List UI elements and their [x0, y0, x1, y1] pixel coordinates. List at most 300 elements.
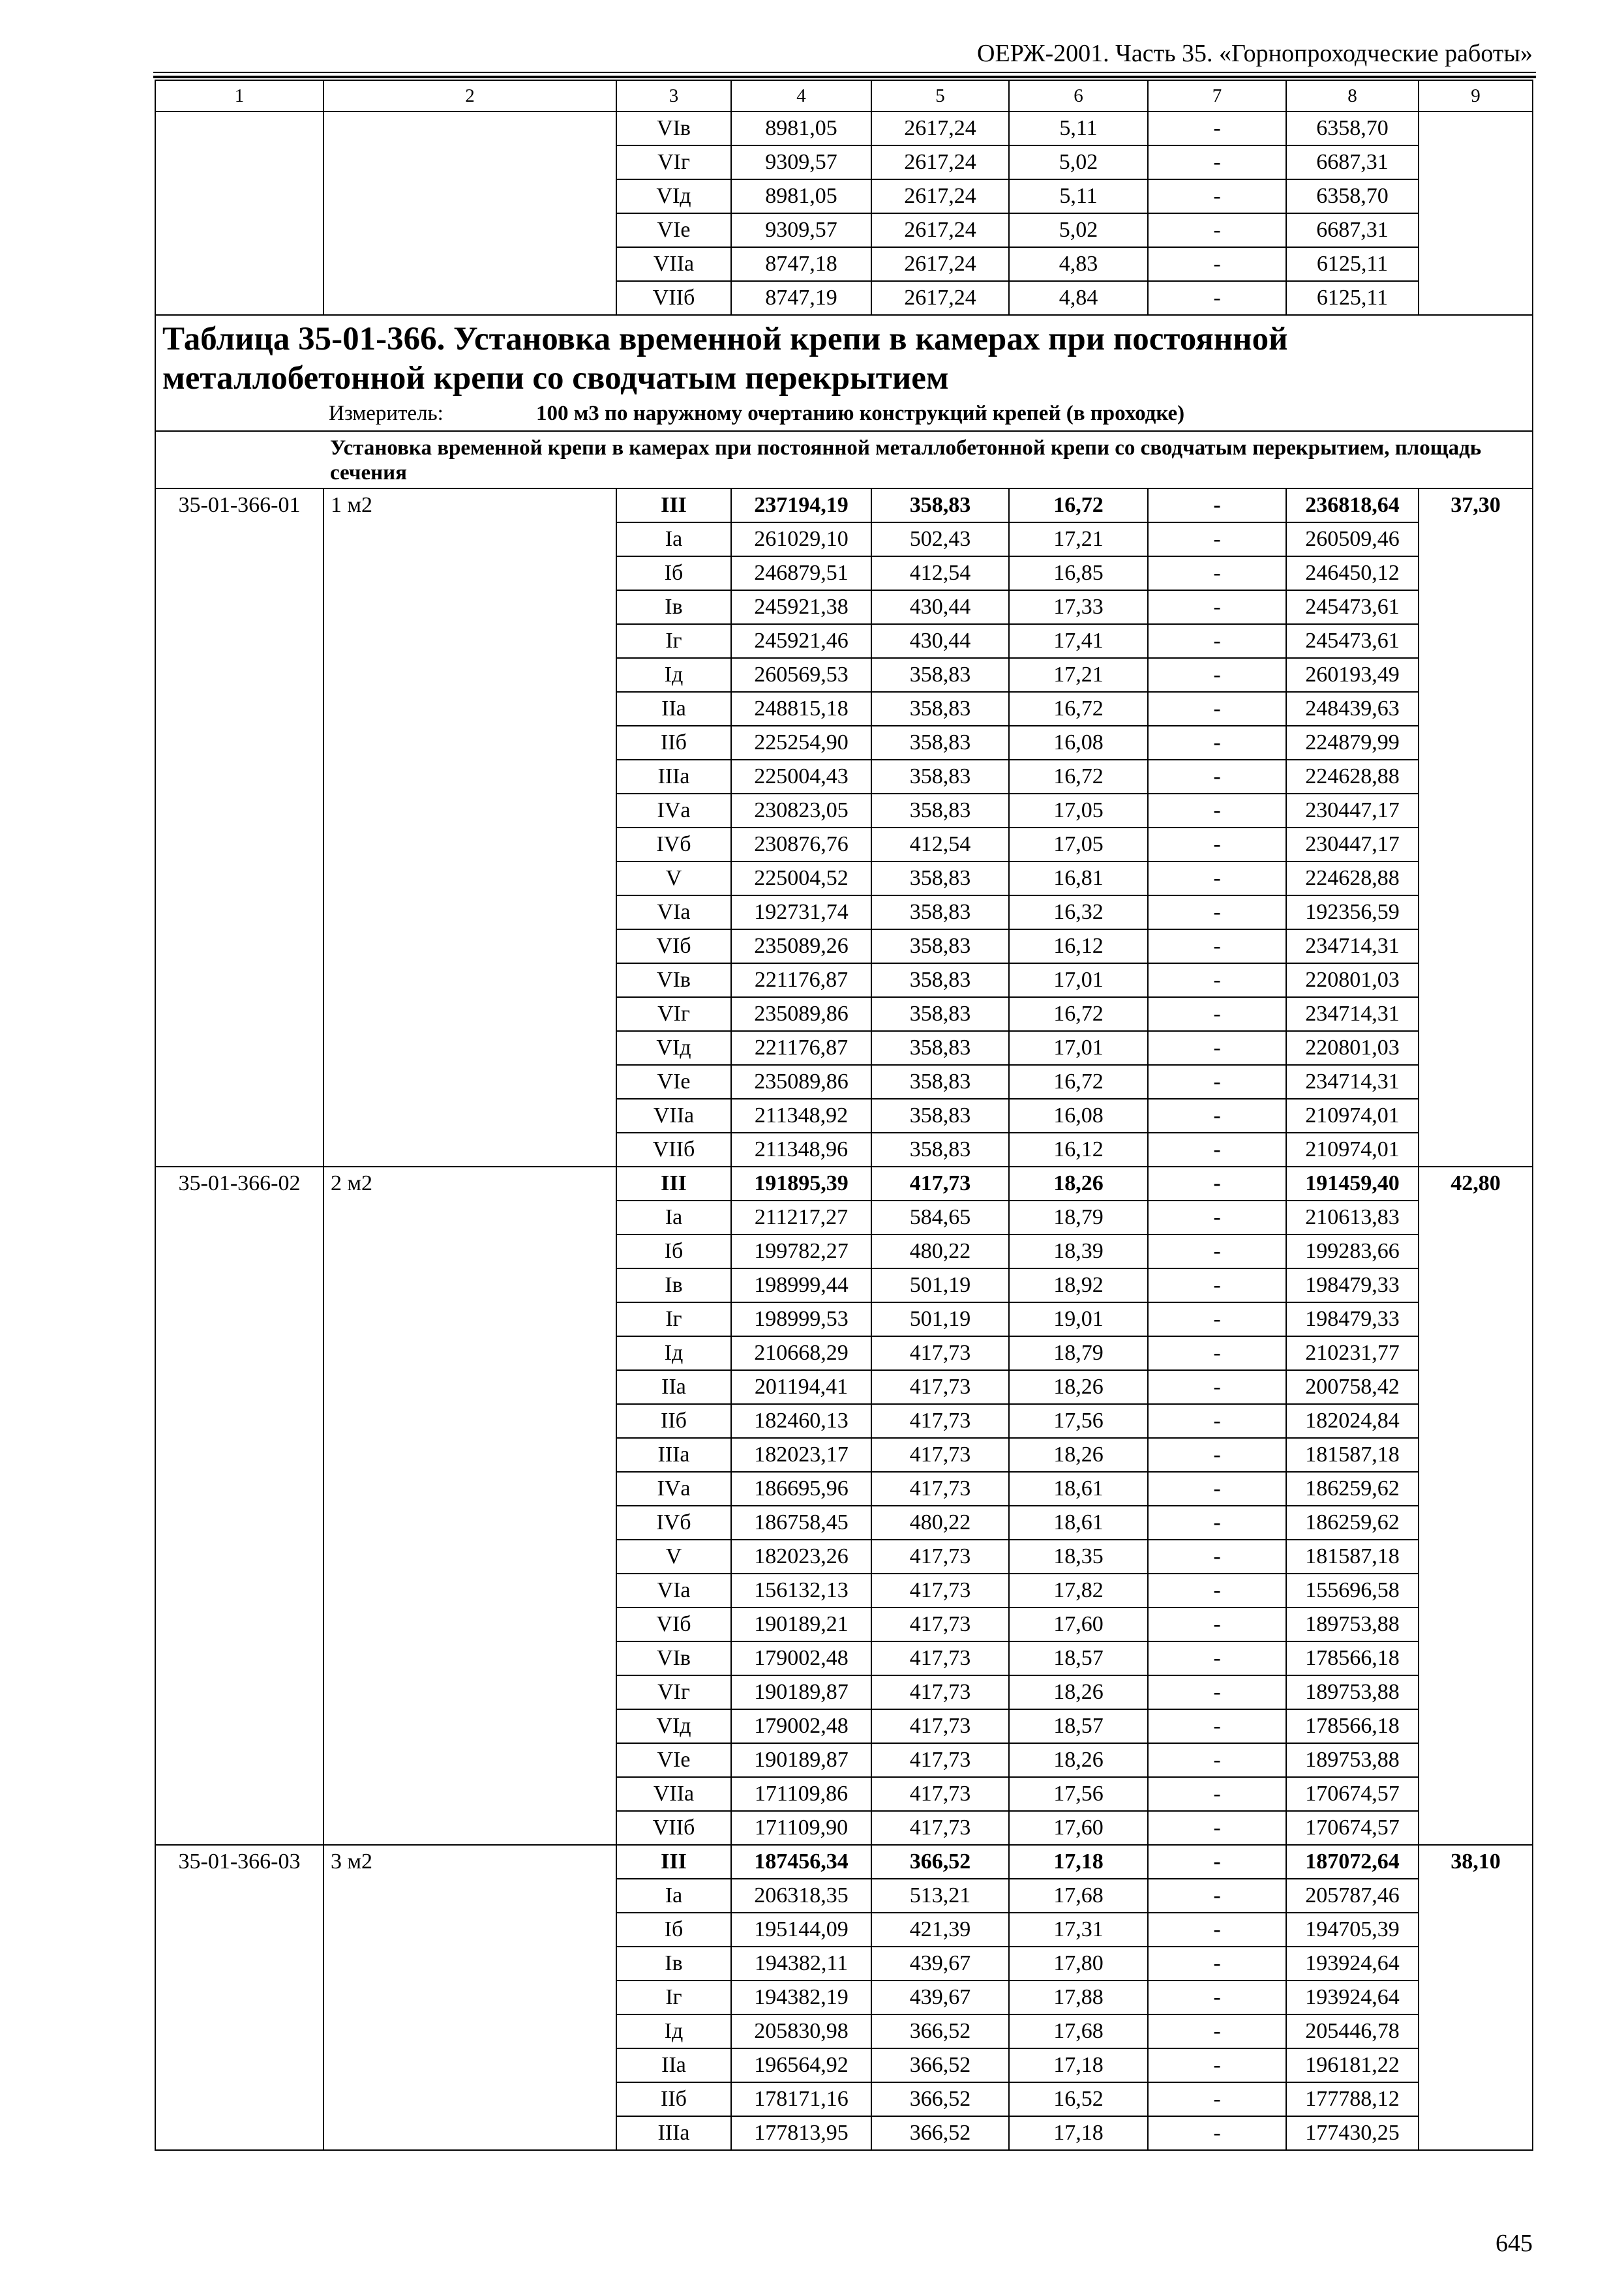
zone-cell: VIе: [616, 1743, 731, 1777]
wages-cell: 421,39: [871, 1913, 1009, 1947]
materials-cell: 181587,18: [1286, 1540, 1419, 1574]
total-cost-cell: 156132,13: [731, 1574, 871, 1608]
materials-cell: 246450,12: [1286, 556, 1419, 590]
machines-cell: 18,61: [1009, 1506, 1148, 1540]
zone-cell: VIв: [616, 1641, 731, 1675]
zone-cell: VIа: [616, 1574, 731, 1608]
zone-cell: IIа: [616, 692, 731, 726]
total-cost-cell: 261029,10: [731, 522, 871, 556]
machines-cell: 18,26: [1009, 1438, 1148, 1472]
materials-cell: 210231,77: [1286, 1336, 1419, 1370]
driver-wages-cell: -: [1148, 247, 1286, 281]
wages-cell: 501,19: [871, 1302, 1009, 1336]
wages-cell: 430,44: [871, 624, 1009, 658]
driver-wages-cell: -: [1148, 1675, 1286, 1709]
driver-wages-cell: -: [1148, 794, 1286, 828]
zone-cell: IIб: [616, 2082, 731, 2116]
driver-wages-cell: -: [1148, 1608, 1286, 1641]
materials-cell: 186259,62: [1286, 1506, 1419, 1540]
machines-cell: 17,82: [1009, 1574, 1148, 1608]
machines-cell: 18,92: [1009, 1268, 1148, 1302]
zone-cell: VIд: [616, 179, 731, 213]
column-number-row: [155, 80, 1533, 112]
header-rule-thick: [153, 76, 1536, 78]
materials-cell: 260509,46: [1286, 522, 1419, 556]
materials-cell: 200758,42: [1286, 1370, 1419, 1404]
wages-cell: 358,83: [871, 1133, 1009, 1167]
zone-cell: VIд: [616, 1709, 731, 1743]
driver-wages-cell: -: [1148, 760, 1286, 794]
materials-cell: 234714,31: [1286, 1065, 1419, 1099]
machines-cell: 5,11: [1009, 179, 1148, 213]
zone-cell: Iд: [616, 658, 731, 692]
total-cost-cell: 221176,87: [731, 1031, 871, 1065]
zone-cell: VIIа: [616, 1777, 731, 1811]
materials-cell: 6358,70: [1286, 112, 1419, 145]
wages-cell: 2617,24: [871, 281, 1009, 315]
total-cost-cell: 248815,18: [731, 692, 871, 726]
materials-cell: 198479,33: [1286, 1302, 1419, 1336]
machines-cell: 17,41: [1009, 624, 1148, 658]
driver-wages-cell: -: [1148, 213, 1286, 247]
total-cost-cell: 9309,57: [731, 213, 871, 247]
zone-cell: VIа: [616, 895, 731, 929]
wages-cell: 2617,24: [871, 179, 1009, 213]
driver-wages-cell: -: [1148, 963, 1286, 997]
driver-wages-cell: -: [1148, 1336, 1286, 1370]
table-row: [155, 1845, 1533, 1879]
total-cost-cell: 179002,48: [731, 1709, 871, 1743]
zone-cell: IIIа: [616, 2116, 731, 2150]
total-cost-cell: 210668,29: [731, 1336, 871, 1370]
machines-cell: 5,11: [1009, 112, 1148, 145]
wages-cell: 358,83: [871, 726, 1009, 760]
driver-wages-cell: -: [1148, 1031, 1286, 1065]
total-cost-cell: 190189,21: [731, 1608, 871, 1641]
materials-cell: 224879,99: [1286, 726, 1419, 760]
wages-cell: 417,73: [871, 1743, 1009, 1777]
price-table: [155, 80, 1533, 2151]
machines-cell: 17,21: [1009, 658, 1148, 692]
wages-cell: 502,43: [871, 522, 1009, 556]
machines-cell: 4,83: [1009, 247, 1148, 281]
column-number: 1: [155, 80, 323, 112]
machines-cell: 18,26: [1009, 1167, 1148, 1201]
table-title: Таблица 35-01-366. Установка временной крепи в камерах при постоянной металлобетонной крепи со сводчатым перекрытием: [162, 321, 1288, 396]
total-cost-cell: 225004,52: [731, 861, 871, 895]
wages-cell: 2617,24: [871, 213, 1009, 247]
total-cost-cell: 177813,95: [731, 2116, 871, 2150]
zone-cell: IIб: [616, 726, 731, 760]
materials-cell: 194705,39: [1286, 1913, 1419, 1947]
wages-cell: 417,73: [871, 1608, 1009, 1641]
total-cost-cell: 196564,92: [731, 2048, 871, 2082]
driver-wages-cell: -: [1148, 1574, 1286, 1608]
wages-cell: 412,54: [871, 556, 1009, 590]
driver-wages-cell: -: [1148, 929, 1286, 963]
wages-cell: 417,73: [871, 1540, 1009, 1574]
materials-cell: 230447,17: [1286, 828, 1419, 861]
total-cost-cell: 230876,76: [731, 828, 871, 861]
measure-value: 100 м3 по наружному очертанию конструкций крепей (в проходке): [536, 402, 1185, 425]
zone-cell: IVб: [616, 1506, 731, 1540]
wages-cell: 417,73: [871, 1641, 1009, 1675]
zone-cell: Iв: [616, 590, 731, 624]
zone-cell: III: [616, 1845, 731, 1879]
wages-cell: 358,83: [871, 1031, 1009, 1065]
zone-cell: Iв: [616, 1268, 731, 1302]
total-cost-cell: 198999,44: [731, 1268, 871, 1302]
driver-wages-cell: -: [1148, 726, 1286, 760]
running-header: ОЕРЖ-2001. Часть 35. «Горнопроходческие работы»: [977, 40, 1533, 67]
wages-cell: 417,73: [871, 1167, 1009, 1201]
driver-wages-cell: -: [1148, 1947, 1286, 1981]
machines-cell: 18,26: [1009, 1743, 1148, 1777]
driver-wages-cell: -: [1148, 828, 1286, 861]
total-cost-cell: 235089,86: [731, 1065, 871, 1099]
total-cost-cell: 260569,53: [731, 658, 871, 692]
machines-cell: 17,21: [1009, 522, 1148, 556]
column-number: 9: [1419, 80, 1533, 112]
materials-cell: 181587,18: [1286, 1438, 1419, 1472]
materials-cell: 220801,03: [1286, 1031, 1419, 1065]
materials-cell: 260193,49: [1286, 658, 1419, 692]
machines-cell: 16,12: [1009, 1133, 1148, 1167]
total-cost-cell: 182023,26: [731, 1540, 871, 1574]
materials-cell: 189753,88: [1286, 1608, 1419, 1641]
materials-cell: 245473,61: [1286, 624, 1419, 658]
total-cost-cell: 187456,34: [731, 1845, 871, 1879]
machines-cell: 17,05: [1009, 828, 1148, 861]
driver-wages-cell: -: [1148, 1234, 1286, 1268]
zone-cell: III: [616, 1167, 731, 1201]
table-title-cell: [155, 315, 1533, 431]
wages-cell: 584,65: [871, 1201, 1009, 1234]
wages-cell: 417,73: [871, 1472, 1009, 1506]
driver-wages-cell: -: [1148, 2014, 1286, 2048]
driver-wages-cell: -: [1148, 624, 1286, 658]
wages-cell: 358,83: [871, 929, 1009, 963]
wages-cell: 366,52: [871, 2014, 1009, 2048]
materials-cell: 192356,59: [1286, 895, 1419, 929]
machines-cell: 17,88: [1009, 1981, 1148, 2014]
materials-cell: 193924,64: [1286, 1947, 1419, 1981]
materials-cell: 182024,84: [1286, 1404, 1419, 1438]
total-cost-cell: 9309,57: [731, 145, 871, 179]
driver-wages-cell: -: [1148, 1438, 1286, 1472]
materials-cell: 189753,88: [1286, 1675, 1419, 1709]
zone-cell: VIд: [616, 1031, 731, 1065]
materials-cell: 193924,64: [1286, 1981, 1419, 2014]
total-cost-cell: 206318,35: [731, 1879, 871, 1913]
zone-cell: VIг: [616, 997, 731, 1031]
materials-cell: 245473,61: [1286, 590, 1419, 624]
materials-cell: 6687,31: [1286, 213, 1419, 247]
driver-wages-cell: -: [1148, 1709, 1286, 1743]
materials-cell: 198479,33: [1286, 1268, 1419, 1302]
driver-wages-cell: -: [1148, 488, 1286, 522]
driver-wages-cell: -: [1148, 895, 1286, 929]
machines-cell: 17,56: [1009, 1404, 1148, 1438]
zone-cell: VIIб: [616, 281, 731, 315]
driver-wages-cell: -: [1148, 1811, 1286, 1845]
materials-cell: 155696,58: [1286, 1574, 1419, 1608]
zone-cell: IIIа: [616, 760, 731, 794]
total-cost-cell: 186695,96: [731, 1472, 871, 1506]
driver-wages-cell: -: [1148, 179, 1286, 213]
total-cost-cell: 211217,27: [731, 1201, 871, 1234]
rate-unit: 1 м2: [323, 488, 616, 1167]
driver-wages-cell: -: [1148, 112, 1286, 145]
materials-cell: 187072,64: [1286, 1845, 1419, 1879]
driver-wages-cell: -: [1148, 1133, 1286, 1167]
rate-code: 35-01-366-02: [155, 1167, 323, 1845]
machines-cell: 17,56: [1009, 1777, 1148, 1811]
rate-price: 42,80: [1419, 1167, 1533, 1845]
machines-cell: 18,57: [1009, 1709, 1148, 1743]
zone-cell: Iв: [616, 1947, 731, 1981]
machines-cell: 16,72: [1009, 997, 1148, 1031]
materials-cell: 178566,18: [1286, 1641, 1419, 1675]
zone-cell: Iг: [616, 1302, 731, 1336]
zone-cell: VIе: [616, 213, 731, 247]
machines-cell: 18,35: [1009, 1540, 1148, 1574]
zone-cell: Iб: [616, 1234, 731, 1268]
rate-price: 38,10: [1419, 1845, 1533, 2150]
machines-cell: 16,32: [1009, 895, 1148, 929]
measure-label: Измеритель:: [329, 402, 444, 425]
zone-cell: VIг: [616, 1675, 731, 1709]
wages-cell: 513,21: [871, 1879, 1009, 1913]
zone-cell: Iг: [616, 624, 731, 658]
total-cost-cell: 195144,09: [731, 1913, 871, 1947]
wages-cell: 366,52: [871, 2116, 1009, 2150]
wages-cell: 417,73: [871, 1574, 1009, 1608]
column-number: 2: [323, 80, 616, 112]
total-cost-cell: 182023,17: [731, 1438, 871, 1472]
machines-cell: 17,68: [1009, 1879, 1148, 1913]
total-cost-cell: 8981,05: [731, 112, 871, 145]
price-cell: [1419, 112, 1533, 315]
code-cell: [155, 112, 323, 315]
wages-cell: 430,44: [871, 590, 1009, 624]
total-cost-cell: 198999,53: [731, 1302, 871, 1336]
column-number: 3: [616, 80, 731, 112]
wages-cell: 417,73: [871, 1777, 1009, 1811]
machines-cell: 16,72: [1009, 488, 1148, 522]
wages-cell: 358,83: [871, 1065, 1009, 1099]
total-cost-cell: 8747,19: [731, 281, 871, 315]
machines-cell: 16,72: [1009, 692, 1148, 726]
driver-wages-cell: -: [1148, 1404, 1286, 1438]
materials-cell: 6125,11: [1286, 281, 1419, 315]
driver-wages-cell: -: [1148, 2048, 1286, 2082]
driver-wages-cell: -: [1148, 590, 1286, 624]
subtitle-row: [155, 431, 1533, 488]
driver-wages-cell: -: [1148, 1879, 1286, 1913]
machines-cell: 18,61: [1009, 1472, 1148, 1506]
driver-wages-cell: -: [1148, 556, 1286, 590]
total-cost-cell: 245921,38: [731, 590, 871, 624]
total-cost-cell: 182460,13: [731, 1404, 871, 1438]
materials-cell: 189753,88: [1286, 1743, 1419, 1777]
total-cost-cell: 186758,45: [731, 1506, 871, 1540]
total-cost-cell: 192731,74: [731, 895, 871, 929]
column-number: 6: [1009, 80, 1148, 112]
table-title-row: [155, 315, 1533, 431]
machines-cell: 4,84: [1009, 281, 1148, 315]
zone-cell: Iа: [616, 1879, 731, 1913]
zone-cell: IIа: [616, 2048, 731, 2082]
total-cost-cell: 225254,90: [731, 726, 871, 760]
materials-cell: 224628,88: [1286, 760, 1419, 794]
driver-wages-cell: -: [1148, 1777, 1286, 1811]
driver-wages-cell: -: [1148, 1268, 1286, 1302]
zone-cell: Iб: [616, 1913, 731, 1947]
zone-cell: VIIа: [616, 247, 731, 281]
rate-code: 35-01-366-01: [155, 488, 323, 1167]
page-number: 645: [1496, 2230, 1533, 2257]
wages-cell: 2617,24: [871, 112, 1009, 145]
machines-cell: 5,02: [1009, 213, 1148, 247]
total-cost-cell: 245921,46: [731, 624, 871, 658]
wages-cell: 417,73: [871, 1675, 1009, 1709]
materials-cell: 6687,31: [1286, 145, 1419, 179]
machines-cell: 16,72: [1009, 760, 1148, 794]
wages-cell: 439,67: [871, 1981, 1009, 2014]
total-cost-cell: 171109,86: [731, 1777, 871, 1811]
zone-cell: VIв: [616, 112, 731, 145]
materials-cell: 234714,31: [1286, 929, 1419, 963]
machines-cell: 18,26: [1009, 1675, 1148, 1709]
driver-wages-cell: -: [1148, 1302, 1286, 1336]
zone-cell: IIIа: [616, 1438, 731, 1472]
driver-wages-cell: -: [1148, 1913, 1286, 1947]
wages-cell: 2617,24: [871, 145, 1009, 179]
materials-cell: 178566,18: [1286, 1709, 1419, 1743]
wages-cell: 358,83: [871, 692, 1009, 726]
machines-cell: 17,68: [1009, 2014, 1148, 2048]
materials-cell: 205787,46: [1286, 1879, 1419, 1913]
machines-cell: 5,02: [1009, 145, 1148, 179]
zone-cell: Iа: [616, 522, 731, 556]
unit-cell: [323, 112, 616, 315]
total-cost-cell: 179002,48: [731, 1641, 871, 1675]
wages-cell: 358,83: [871, 963, 1009, 997]
zone-cell: Iа: [616, 1201, 731, 1234]
driver-wages-cell: -: [1148, 692, 1286, 726]
wages-cell: 501,19: [871, 1268, 1009, 1302]
driver-wages-cell: -: [1148, 1201, 1286, 1234]
total-cost-cell: 171109,90: [731, 1811, 871, 1845]
wages-cell: 366,52: [871, 1845, 1009, 1879]
zone-cell: VIIб: [616, 1133, 731, 1167]
total-cost-cell: 246879,51: [731, 556, 871, 590]
wages-cell: 480,22: [871, 1506, 1009, 1540]
materials-cell: 205446,78: [1286, 2014, 1419, 2048]
wages-cell: 480,22: [871, 1234, 1009, 1268]
wages-cell: 358,83: [871, 1099, 1009, 1133]
driver-wages-cell: -: [1148, 1845, 1286, 1879]
machines-cell: 16,08: [1009, 726, 1148, 760]
total-cost-cell: 225004,43: [731, 760, 871, 794]
wages-cell: 2617,24: [871, 247, 1009, 281]
driver-wages-cell: -: [1148, 1099, 1286, 1133]
column-number: 7: [1148, 80, 1286, 112]
wages-cell: 358,83: [871, 794, 1009, 828]
machines-cell: 16,12: [1009, 929, 1148, 963]
wages-cell: 417,73: [871, 1404, 1009, 1438]
machines-cell: 17,80: [1009, 1947, 1148, 1981]
machines-cell: 17,18: [1009, 2116, 1148, 2150]
wages-cell: 366,52: [871, 2082, 1009, 2116]
wages-cell: 358,83: [871, 895, 1009, 929]
materials-cell: 199283,66: [1286, 1234, 1419, 1268]
machines-cell: 16,81: [1009, 861, 1148, 895]
driver-wages-cell: -: [1148, 1370, 1286, 1404]
wages-cell: 417,73: [871, 1336, 1009, 1370]
materials-cell: 191459,40: [1286, 1167, 1419, 1201]
machines-cell: 16,08: [1009, 1099, 1148, 1133]
rate-unit: 2 м2: [323, 1167, 616, 1845]
wages-cell: 366,52: [871, 2048, 1009, 2082]
total-cost-cell: 8981,05: [731, 179, 871, 213]
column-number: 5: [871, 80, 1009, 112]
total-cost-cell: 190189,87: [731, 1675, 871, 1709]
table-row: [155, 1167, 1533, 1201]
zone-cell: VIб: [616, 1608, 731, 1641]
driver-wages-cell: -: [1148, 1472, 1286, 1506]
materials-cell: 177788,12: [1286, 2082, 1419, 2116]
measure-line: [162, 400, 1527, 426]
wages-cell: 417,73: [871, 1811, 1009, 1845]
header-rule: [153, 72, 1536, 73]
machines-cell: 18,39: [1009, 1234, 1148, 1268]
machines-cell: 17,01: [1009, 1031, 1148, 1065]
total-cost-cell: 205830,98: [731, 2014, 871, 2048]
total-cost-cell: 235089,86: [731, 997, 871, 1031]
wages-cell: 358,83: [871, 997, 1009, 1031]
zone-cell: VIв: [616, 963, 731, 997]
driver-wages-cell: -: [1148, 1167, 1286, 1201]
zone-cell: IVа: [616, 1472, 731, 1506]
zone-cell: V: [616, 1540, 731, 1574]
total-cost-cell: 235089,26: [731, 929, 871, 963]
total-cost-cell: 194382,11: [731, 1947, 871, 1981]
wages-cell: 358,83: [871, 861, 1009, 895]
zone-cell: IIб: [616, 1404, 731, 1438]
rate-code: 35-01-366-03: [155, 1845, 323, 2150]
machines-cell: 17,60: [1009, 1608, 1148, 1641]
zone-cell: VIIа: [616, 1099, 731, 1133]
driver-wages-cell: -: [1148, 1981, 1286, 2014]
total-cost-cell: 211348,92: [731, 1099, 871, 1133]
rate-unit: 3 м2: [323, 1845, 616, 2150]
machines-cell: 16,72: [1009, 1065, 1148, 1099]
table-row: [155, 488, 1533, 522]
machines-cell: 16,85: [1009, 556, 1148, 590]
materials-cell: 196181,22: [1286, 2048, 1419, 2082]
driver-wages-cell: -: [1148, 1540, 1286, 1574]
materials-cell: 170674,57: [1286, 1777, 1419, 1811]
driver-wages-cell: -: [1148, 1641, 1286, 1675]
total-cost-cell: 178171,16: [731, 2082, 871, 2116]
machines-cell: 16,52: [1009, 2082, 1148, 2116]
materials-cell: 224628,88: [1286, 861, 1419, 895]
materials-cell: 210613,83: [1286, 1201, 1419, 1234]
table-row: [155, 112, 1533, 145]
zone-cell: Iг: [616, 1981, 731, 2014]
